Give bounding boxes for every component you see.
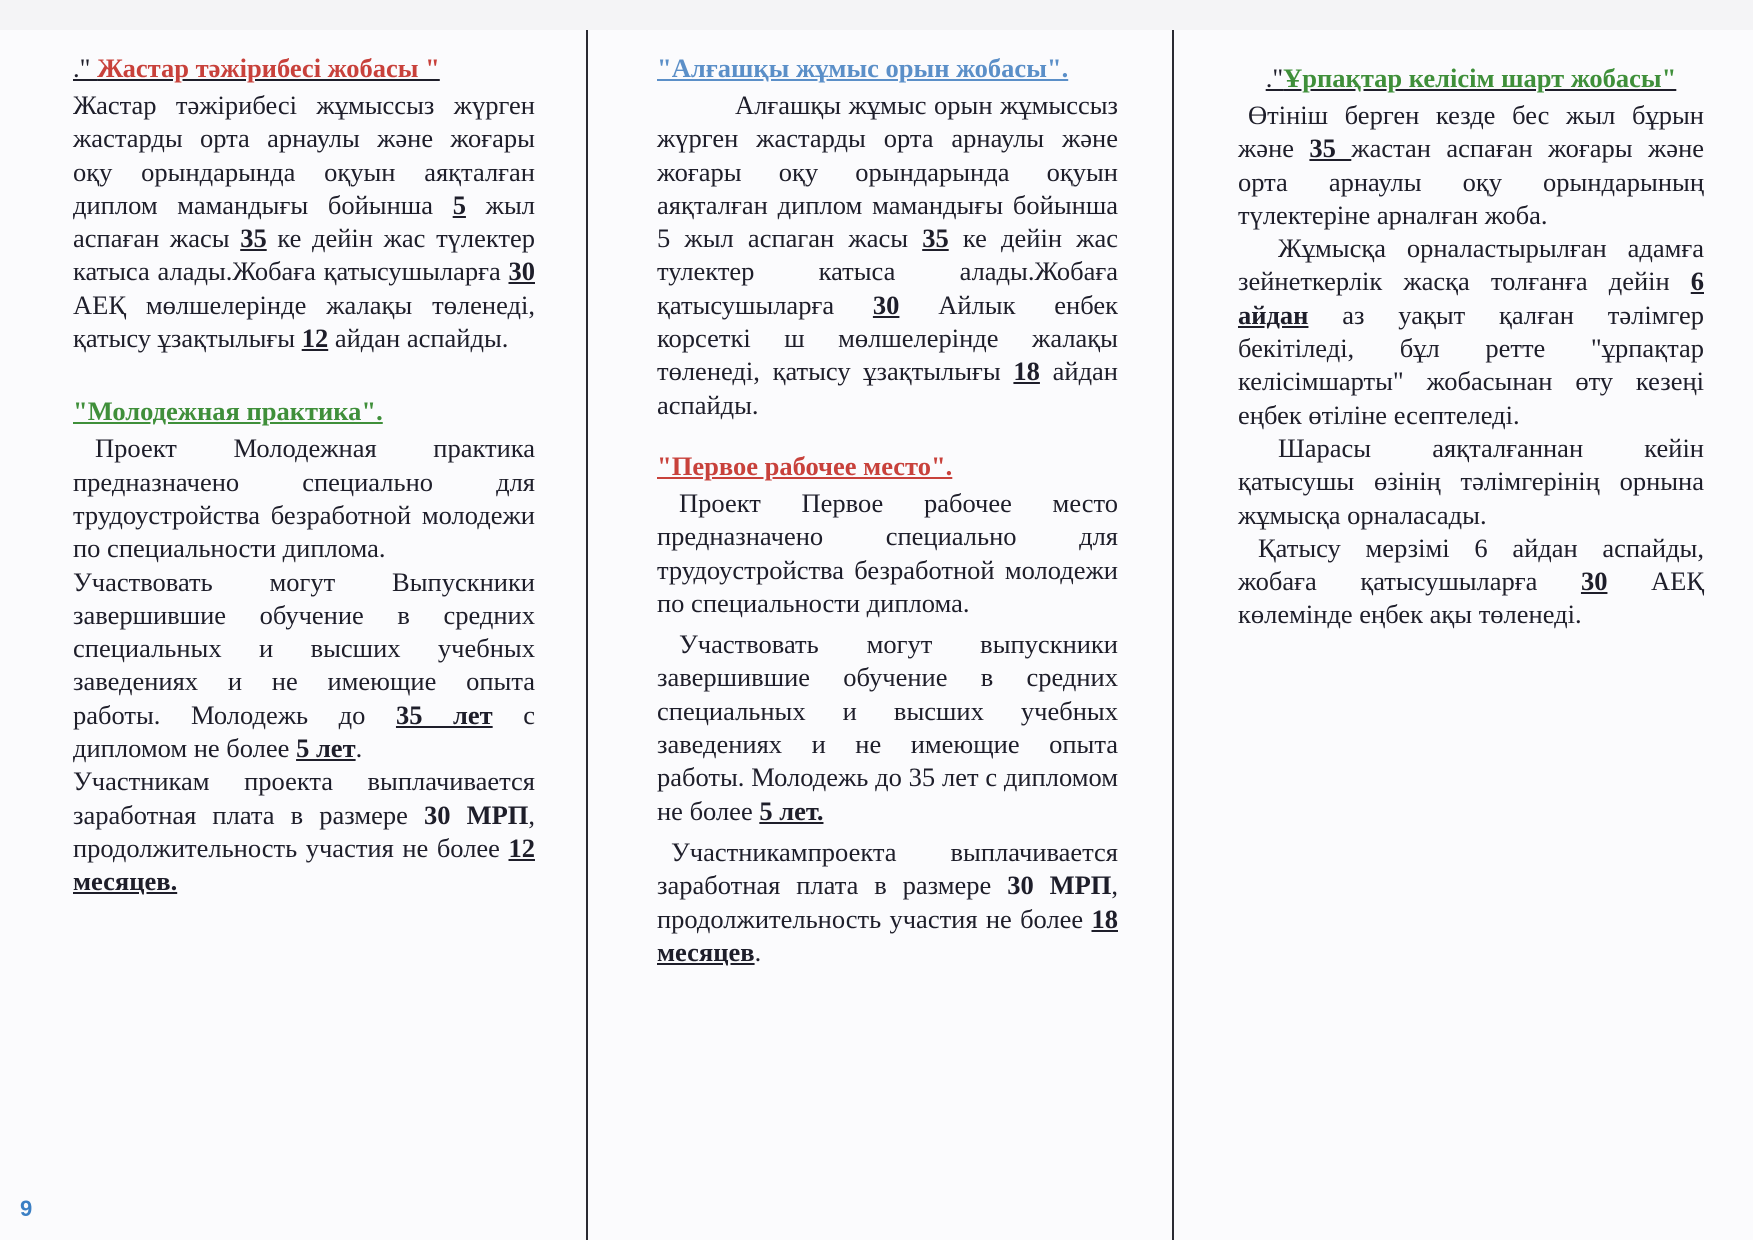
column-generations-contract <box>1238 62 1704 632</box>
paragraph-zhastar-description: Жастар тәжірибесі жұмыссыз жүрген жастарды орта арнаулы және жоғары оқу орындарында оқуын аяқталған диплом мамандығы бойынша 5 жыл аспаған жасы 35 ке дейін жас түлектер катыса алады.Жобаға қатысушыларға 30 АЕҚ мөлшелерінде жалақы төленеді, қатысу ұзақтылығы 12 айдан аспайды. <box>73 90 536 354</box>
heading-zhastar-tazhiribesi: ." Жастар тәжірибесі жобасы " <box>73 53 440 83</box>
heading-pervoe-rabochee-mesto: "Первое рабочее место". <box>657 450 953 481</box>
paragraph-molodezhnaya-payment: Участникам проекта выплачивается заработная плата в размере 30 МРП, продолжительность участия не более 12 месяцев. <box>73 766 536 897</box>
paragraph-urpaktar-intro: Өтініш берген кезде бес жыл бұрын және 35 жастан аспаған жоғары және орта арнаулы оқу орындарының түлектеріне арналған жоба. <box>1238 100 1705 230</box>
paragraph-pervoe-payment: Участникампроекта выплачивается заработная плата в размере 30 МРП, продолжительность участия не более 18 месяцев. <box>657 836 1119 967</box>
heading-algashky-zhumys: "Алғашқы жұмыс орын жобасы". <box>657 53 1069 83</box>
paragraph-urpaktar-payment: Қатысу мерзімі 6 айдан аспайды, жобаға қатысушыларға 30 АЕҚ көлемінде еңбек ақы төленеді. <box>1238 532 1704 630</box>
paragraph-molodezhnaya-participants: Участвовать могут Выпускники завершившие обучение в средних специальных и высших учебных заведениях и не имеющие опыта работы. Молодежь до 35 лет с дипломом не более 5 лет. <box>73 566 535 764</box>
paragraph-pervoe-participants: Участвовать могут выпускники завершившие обучение в средних специальных и высших учебных заведениях и не имеющие опыта работы. Молодежь до 35 лет с дипломом не более 5 лет. <box>657 629 1118 826</box>
page-number: 9 <box>20 1196 33 1221</box>
paragraph-molodezhnaya-intro: Проект Молодежная практика предназначено специально для трудоустройства безработной молодежи по специальности диплома. <box>73 433 535 564</box>
fold-line-left <box>586 30 588 1240</box>
paragraph-urpaktar-mentor: Жұмысқа орналастырылған адамға зейнеткерлік жасқа толғанға дейін 6 айдан аз уақыт қалған тәлімгер бекітіледі, бұл ретте "ұрпақтар келісімшарты" жобасынан өту кезеңі еңбек өтіліне есептеледі. <box>1238 233 1704 430</box>
column-first-job <box>657 52 1118 969</box>
paragraph-urpaktar-after: Шарасы аяқталғаннан кейін қатысушы өзінің тәлімгерінің орнына жұмысқа орналасады. <box>1238 432 1704 530</box>
column-youth-practice <box>73 52 535 899</box>
heading-urpaktar-kelisim: ."Ұрпақтар келісім шарт жобасы" <box>1265 63 1677 93</box>
paragraph-pervoe-intro: Проект Первое рабочее место предназначено специально для трудоустройства безработной молодежи по специальности диплома. <box>657 487 1118 618</box>
heading-molodezhnaya-praktika: "Молодежная практика". <box>73 396 383 427</box>
paragraph-algashky-description: Алғашқы жұмыс орын жұмыссыз жүрген жастарды орта арнаулы және жоғары оқу орындарында оқуын аяқталған диплом мамандығы бойынша 5 жыл аспаган жасы 35 ке дейін жас тулектер катыса алады.Жобаға қатысушыларға 30 Айлык енбек корсеткі ш мөлшелерінде жалақы төленеді, қатысу ұзақтылығы 18 айдан аспайды. <box>657 90 1118 420</box>
fold-line-right <box>1172 30 1174 1240</box>
